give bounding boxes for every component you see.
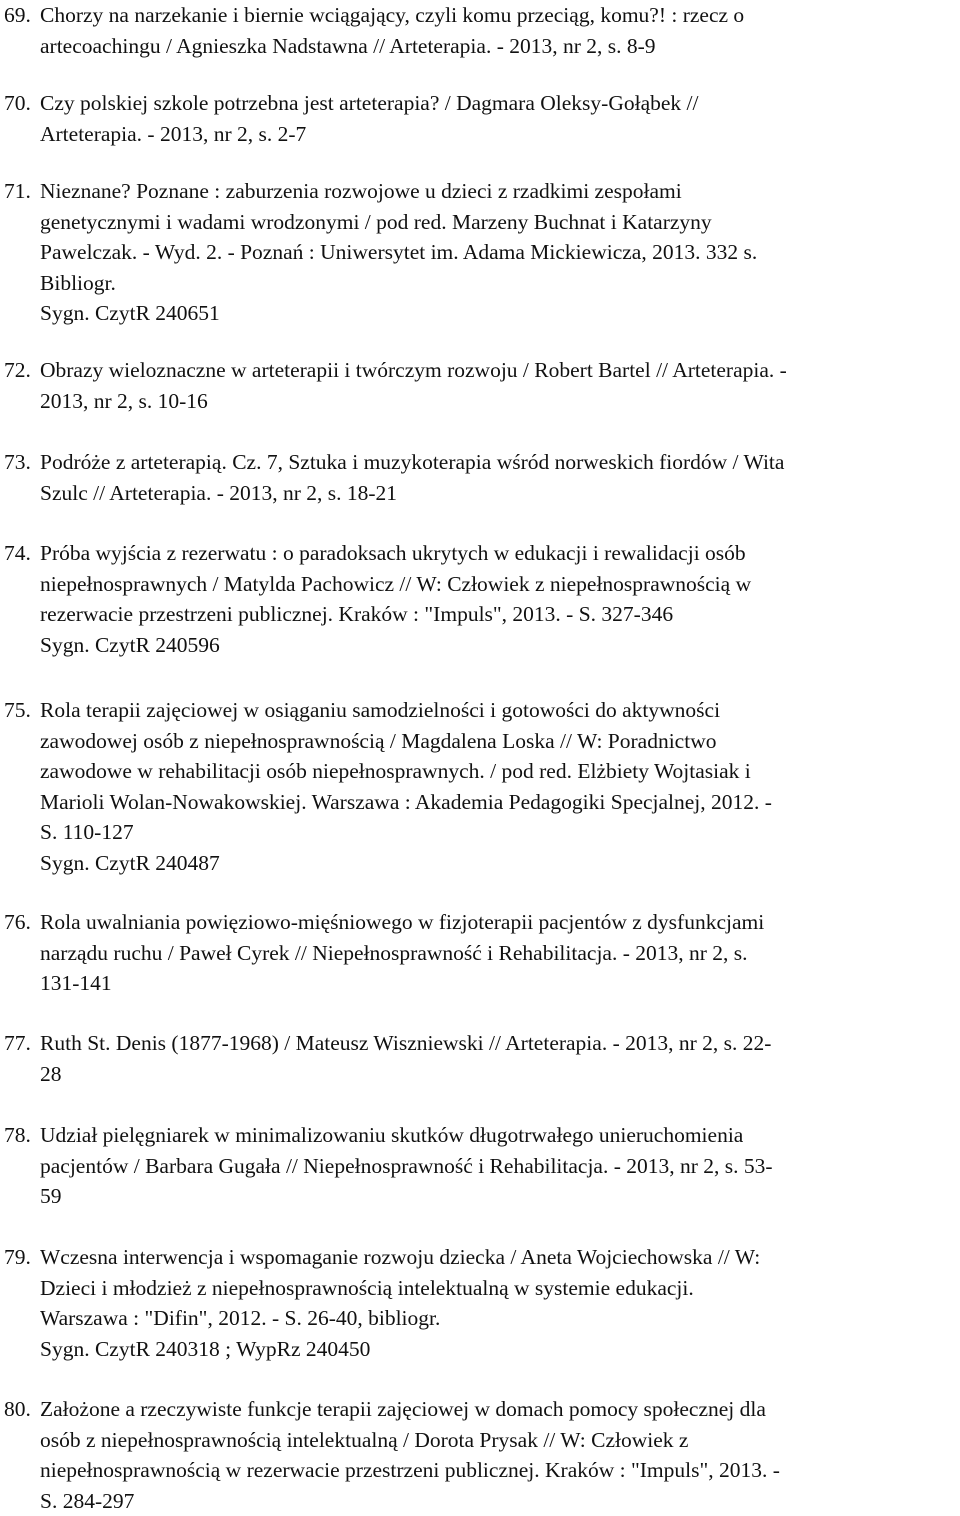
entry-line: 131-141: [4, 968, 956, 999]
entry-number: 71.: [4, 176, 31, 207]
entry-line: Podróże z arteterapią. Cz. 7, Sztuka i muzykoterapia wśród norweskich fiordów / Wita: [40, 450, 784, 474]
bibliography-entry-69: [4, 0, 956, 61]
entry-line: Ruth St. Denis (1877-1968) / Mateusz Wiszniewski // Arteterapia. - 2013, nr 2, s. 22-: [40, 1031, 771, 1055]
entry-line: Sygn. CzytR 240651: [4, 298, 956, 329]
entry-line: artecoachingu / Agnieszka Nadstawna // Arteterapia. - 2013, nr 2, s. 8-9: [4, 31, 956, 62]
bibliography-entry-70: [4, 88, 956, 149]
entry-line: Pawelczak. - Wyd. 2. - Poznań : Uniwersytet im. Adama Mickiewicza, 2013. 332 s.: [4, 237, 956, 268]
bibliography-entry-78: [4, 1120, 956, 1212]
entry-line: Chorzy na narzekanie i biernie wciągający, czyli komu przeciąg, komu?! : rzecz o: [40, 3, 744, 27]
entry-line: Warszawa : "Difin", 2012. - S. 26-40, bibliogr.: [4, 1303, 956, 1334]
entry-number: 75.: [4, 695, 31, 726]
entry-line: pacjentów / Barbara Gugała // Niepełnosprawność i Rehabilitacja. - 2013, nr 2, s. 53-: [4, 1151, 956, 1182]
entry-number: 69.: [4, 0, 31, 31]
entry-line: Bibliogr.: [4, 268, 956, 299]
bibliography-entry-71: [4, 176, 956, 329]
entry-line: niepełnosprawnych / Matylda Pachowicz // W: Człowiek z niepełnosprawnością w: [4, 569, 956, 600]
entry-number: 70.: [4, 88, 31, 119]
entry-number: 80.: [4, 1394, 31, 1425]
entry-line: Czy polskiej szkole potrzebna jest arteterapia? / Dagmara Oleksy-Gołąbek //: [40, 91, 699, 115]
entry-number: 73.: [4, 447, 31, 478]
bibliography-entry-74: [4, 538, 956, 660]
entry-line: Marioli Wolan-Nowakowskiej. Warszawa : Akademia Pedagogiki Specjalnej, 2012. -: [4, 787, 956, 818]
entry-line: Wczesna interwencja i wspomaganie rozwoju dziecka / Aneta Wojciechowska // W:: [40, 1245, 760, 1269]
entry-line: S. 110-127: [4, 817, 956, 848]
entry-line: zawodowej osób z niepełnosprawnością / Magdalena Loska // W: Poradnictwo: [4, 726, 956, 757]
bibliography-entry-75: [4, 695, 956, 878]
entry-line: Arteterapia. - 2013, nr 2, s. 2-7: [4, 119, 956, 150]
entry-line: Dzieci i młodzież z niepełnosprawnością intelektualną w systemie edukacji.: [4, 1273, 956, 1304]
entry-line: narządu ruchu / Paweł Cyrek // Niepełnosprawność i Rehabilitacja. - 2013, nr 2, s.: [4, 938, 956, 969]
bibliography-entry-73: [4, 447, 956, 508]
entry-number: 72.: [4, 355, 31, 386]
bibliography-entry-80: [4, 1394, 956, 1516]
entry-line: Nieznane? Poznane : zaburzenia rozwojowe u dzieci z rzadkimi zespołami: [40, 179, 682, 203]
entry-number: 74.: [4, 538, 31, 569]
bibliography-entry-79: [4, 1242, 956, 1364]
entry-line: osób z niepełnosprawnością intelektualną / Dorota Prysak // W: Człowiek z: [4, 1425, 956, 1456]
entry-number: 77.: [4, 1028, 31, 1059]
entry-number: 79.: [4, 1242, 31, 1273]
entry-line: genetycznymi i wadami wrodzonymi / pod red. Marzeny Buchnat i Katarzyny: [4, 207, 956, 238]
bibliography-entry-76: [4, 907, 956, 999]
entry-line: Sygn. CzytR 240318 ; WypRz 240450: [4, 1334, 956, 1365]
entry-line: 2013, nr 2, s. 10-16: [4, 386, 956, 417]
entry-number: 78.: [4, 1120, 31, 1151]
entry-line: Sygn. CzytR 240596: [4, 630, 956, 661]
entry-line: S. 284-297: [4, 1486, 956, 1516]
entry-line: 59: [4, 1181, 956, 1212]
entry-line: Szulc // Arteterapia. - 2013, nr 2, s. 18-21: [4, 478, 956, 509]
entry-line: zawodowe w rehabilitacji osób niepełnosprawnych. / pod red. Elżbiety Wojtasiak i: [4, 756, 956, 787]
entry-number: 76.: [4, 907, 31, 938]
entry-line: Rola terapii zajęciowej w osiąganiu samodzielności i gotowości do aktywności: [40, 698, 720, 722]
entry-line: rezerwacie przestrzeni publicznej. Kraków : "Impuls", 2013. - S. 327-346: [4, 599, 956, 630]
entry-line: 28: [4, 1059, 956, 1090]
entry-line: Założone a rzeczywiste funkcje terapii zajęciowej w domach pomocy społecznej dla: [40, 1397, 766, 1421]
entry-line: Udział pielęgniarek w minimalizowaniu skutków długotrwałego unieruchomienia: [40, 1123, 743, 1147]
entry-line: niepełnosprawnością w rezerwacie przestrzeni publicznej. Kraków : "Impuls", 2013. -: [4, 1455, 956, 1486]
bibliography-entry-72: [4, 355, 956, 416]
bibliography-entry-77: [4, 1028, 956, 1089]
entry-line: Obrazy wieloznaczne w arteterapii i twórczym rozwoju / Robert Bartel // Arteterapia. -: [40, 358, 787, 382]
entry-line: Sygn. CzytR 240487: [4, 848, 956, 879]
entry-line: Próba wyjścia z rezerwatu : o paradoksach ukrytych w edukacji i rewalidacji osób: [40, 541, 746, 565]
entry-line: Rola uwalniania powięziowo-mięśniowego w fizjoterapii pacjentów z dysfunkcjami: [40, 910, 764, 934]
